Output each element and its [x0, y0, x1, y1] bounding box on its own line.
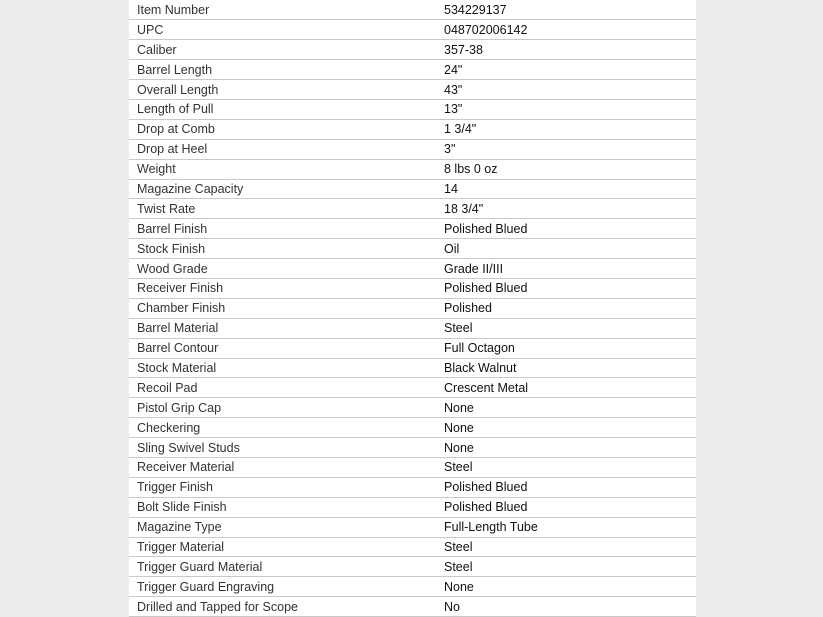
spec-label: Checkering	[129, 418, 435, 438]
spec-label: Trigger Finish	[129, 477, 435, 497]
spec-row-bolt-slide-finish	[129, 497, 696, 517]
spec-label: Wood Grade	[129, 259, 435, 279]
spec-row-caliber	[129, 40, 696, 60]
spec-value: 8 lbs 0 oz	[435, 159, 696, 179]
spec-value: 534229137	[435, 0, 696, 20]
spec-row-trigger-guard-engraving	[129, 577, 696, 597]
spec-label: Magazine Type	[129, 517, 435, 537]
spec-row-upc	[129, 20, 696, 40]
spec-value: 13"	[435, 99, 696, 119]
spec-value: Full-Length Tube	[435, 517, 696, 537]
spec-label: Barrel Material	[129, 318, 435, 338]
spec-row-chamber-finish	[129, 298, 696, 318]
spec-label: Drop at Heel	[129, 139, 435, 159]
spec-value: 048702006142	[435, 20, 696, 40]
spec-value: Polished Blued	[435, 477, 696, 497]
spec-row-barrel-material	[129, 318, 696, 338]
spec-row-barrel-length	[129, 60, 696, 80]
spec-value: No	[435, 597, 696, 617]
spec-row-stock-finish	[129, 239, 696, 259]
spec-label: Drilled and Tapped for Scope	[129, 597, 435, 617]
spec-label: Magazine Capacity	[129, 179, 435, 199]
spec-value: Steel	[435, 557, 696, 577]
spec-row-item-number	[129, 0, 696, 20]
spec-label: Barrel Finish	[129, 219, 435, 239]
spec-value: 18 3/4"	[435, 199, 696, 219]
spec-row-twist-rate	[129, 199, 696, 219]
specifications-panel	[129, 0, 696, 617]
spec-value: 357-38	[435, 40, 696, 60]
spec-row-overall-length	[129, 80, 696, 100]
spec-value: Steel	[435, 537, 696, 557]
spec-row-drilled-and-tapped-for-scope	[129, 597, 696, 617]
spec-label: Sling Swivel Studs	[129, 438, 435, 458]
spec-label: Weight	[129, 159, 435, 179]
spec-row-wood-grade	[129, 259, 696, 279]
spec-value: Oil	[435, 239, 696, 259]
spec-label: Twist Rate	[129, 199, 435, 219]
specifications-table	[129, 0, 696, 617]
spec-row-length-of-pull	[129, 99, 696, 119]
spec-label: Barrel Contour	[129, 338, 435, 358]
spec-label: Pistol Grip Cap	[129, 398, 435, 418]
spec-row-magazine-type	[129, 517, 696, 537]
spec-value: None	[435, 418, 696, 438]
spec-value: Polished	[435, 298, 696, 318]
spec-row-sling-swivel-studs	[129, 438, 696, 458]
spec-label: Trigger Guard Material	[129, 557, 435, 577]
spec-value: None	[435, 577, 696, 597]
spec-value: None	[435, 398, 696, 418]
spec-row-drop-at-heel	[129, 139, 696, 159]
spec-value: 14	[435, 179, 696, 199]
spec-row-barrel-finish	[129, 219, 696, 239]
spec-label: Receiver Finish	[129, 278, 435, 298]
spec-value: 43"	[435, 80, 696, 100]
spec-label: Receiver Material	[129, 457, 435, 477]
spec-row-barrel-contour	[129, 338, 696, 358]
spec-row-weight	[129, 159, 696, 179]
spec-value: Full Octagon	[435, 338, 696, 358]
spec-value: Grade II/III	[435, 259, 696, 279]
spec-label: UPC	[129, 20, 435, 40]
spec-row-checkering	[129, 418, 696, 438]
spec-row-trigger-material	[129, 537, 696, 557]
spec-label: Item Number	[129, 0, 435, 20]
spec-row-magazine-capacity	[129, 179, 696, 199]
spec-row-drop-at-comb	[129, 119, 696, 139]
spec-row-receiver-finish	[129, 278, 696, 298]
spec-value: Steel	[435, 318, 696, 338]
spec-row-pistol-grip-cap	[129, 398, 696, 418]
spec-label: Overall Length	[129, 80, 435, 100]
spec-value: Crescent Metal	[435, 378, 696, 398]
spec-value: 1 3/4"	[435, 119, 696, 139]
spec-label: Trigger Guard Engraving	[129, 577, 435, 597]
spec-label: Recoil Pad	[129, 378, 435, 398]
spec-value: 3"	[435, 139, 696, 159]
spec-label: Stock Material	[129, 358, 435, 378]
spec-label: Bolt Slide Finish	[129, 497, 435, 517]
spec-value: Black Walnut	[435, 358, 696, 378]
spec-value: 24"	[435, 60, 696, 80]
spec-row-stock-material	[129, 358, 696, 378]
spec-label: Stock Finish	[129, 239, 435, 259]
spec-value: Polished Blued	[435, 278, 696, 298]
spec-value: Polished Blued	[435, 497, 696, 517]
spec-label: Drop at Comb	[129, 119, 435, 139]
spec-label: Length of Pull	[129, 99, 435, 119]
spec-label: Trigger Material	[129, 537, 435, 557]
spec-value: Polished Blued	[435, 219, 696, 239]
spec-row-trigger-finish	[129, 477, 696, 497]
spec-label: Barrel Length	[129, 60, 435, 80]
spec-row-receiver-material	[129, 457, 696, 477]
spec-label: Caliber	[129, 40, 435, 60]
spec-value: None	[435, 438, 696, 458]
spec-row-trigger-guard-material	[129, 557, 696, 577]
spec-label: Chamber Finish	[129, 298, 435, 318]
spec-value: Steel	[435, 457, 696, 477]
spec-row-recoil-pad	[129, 378, 696, 398]
